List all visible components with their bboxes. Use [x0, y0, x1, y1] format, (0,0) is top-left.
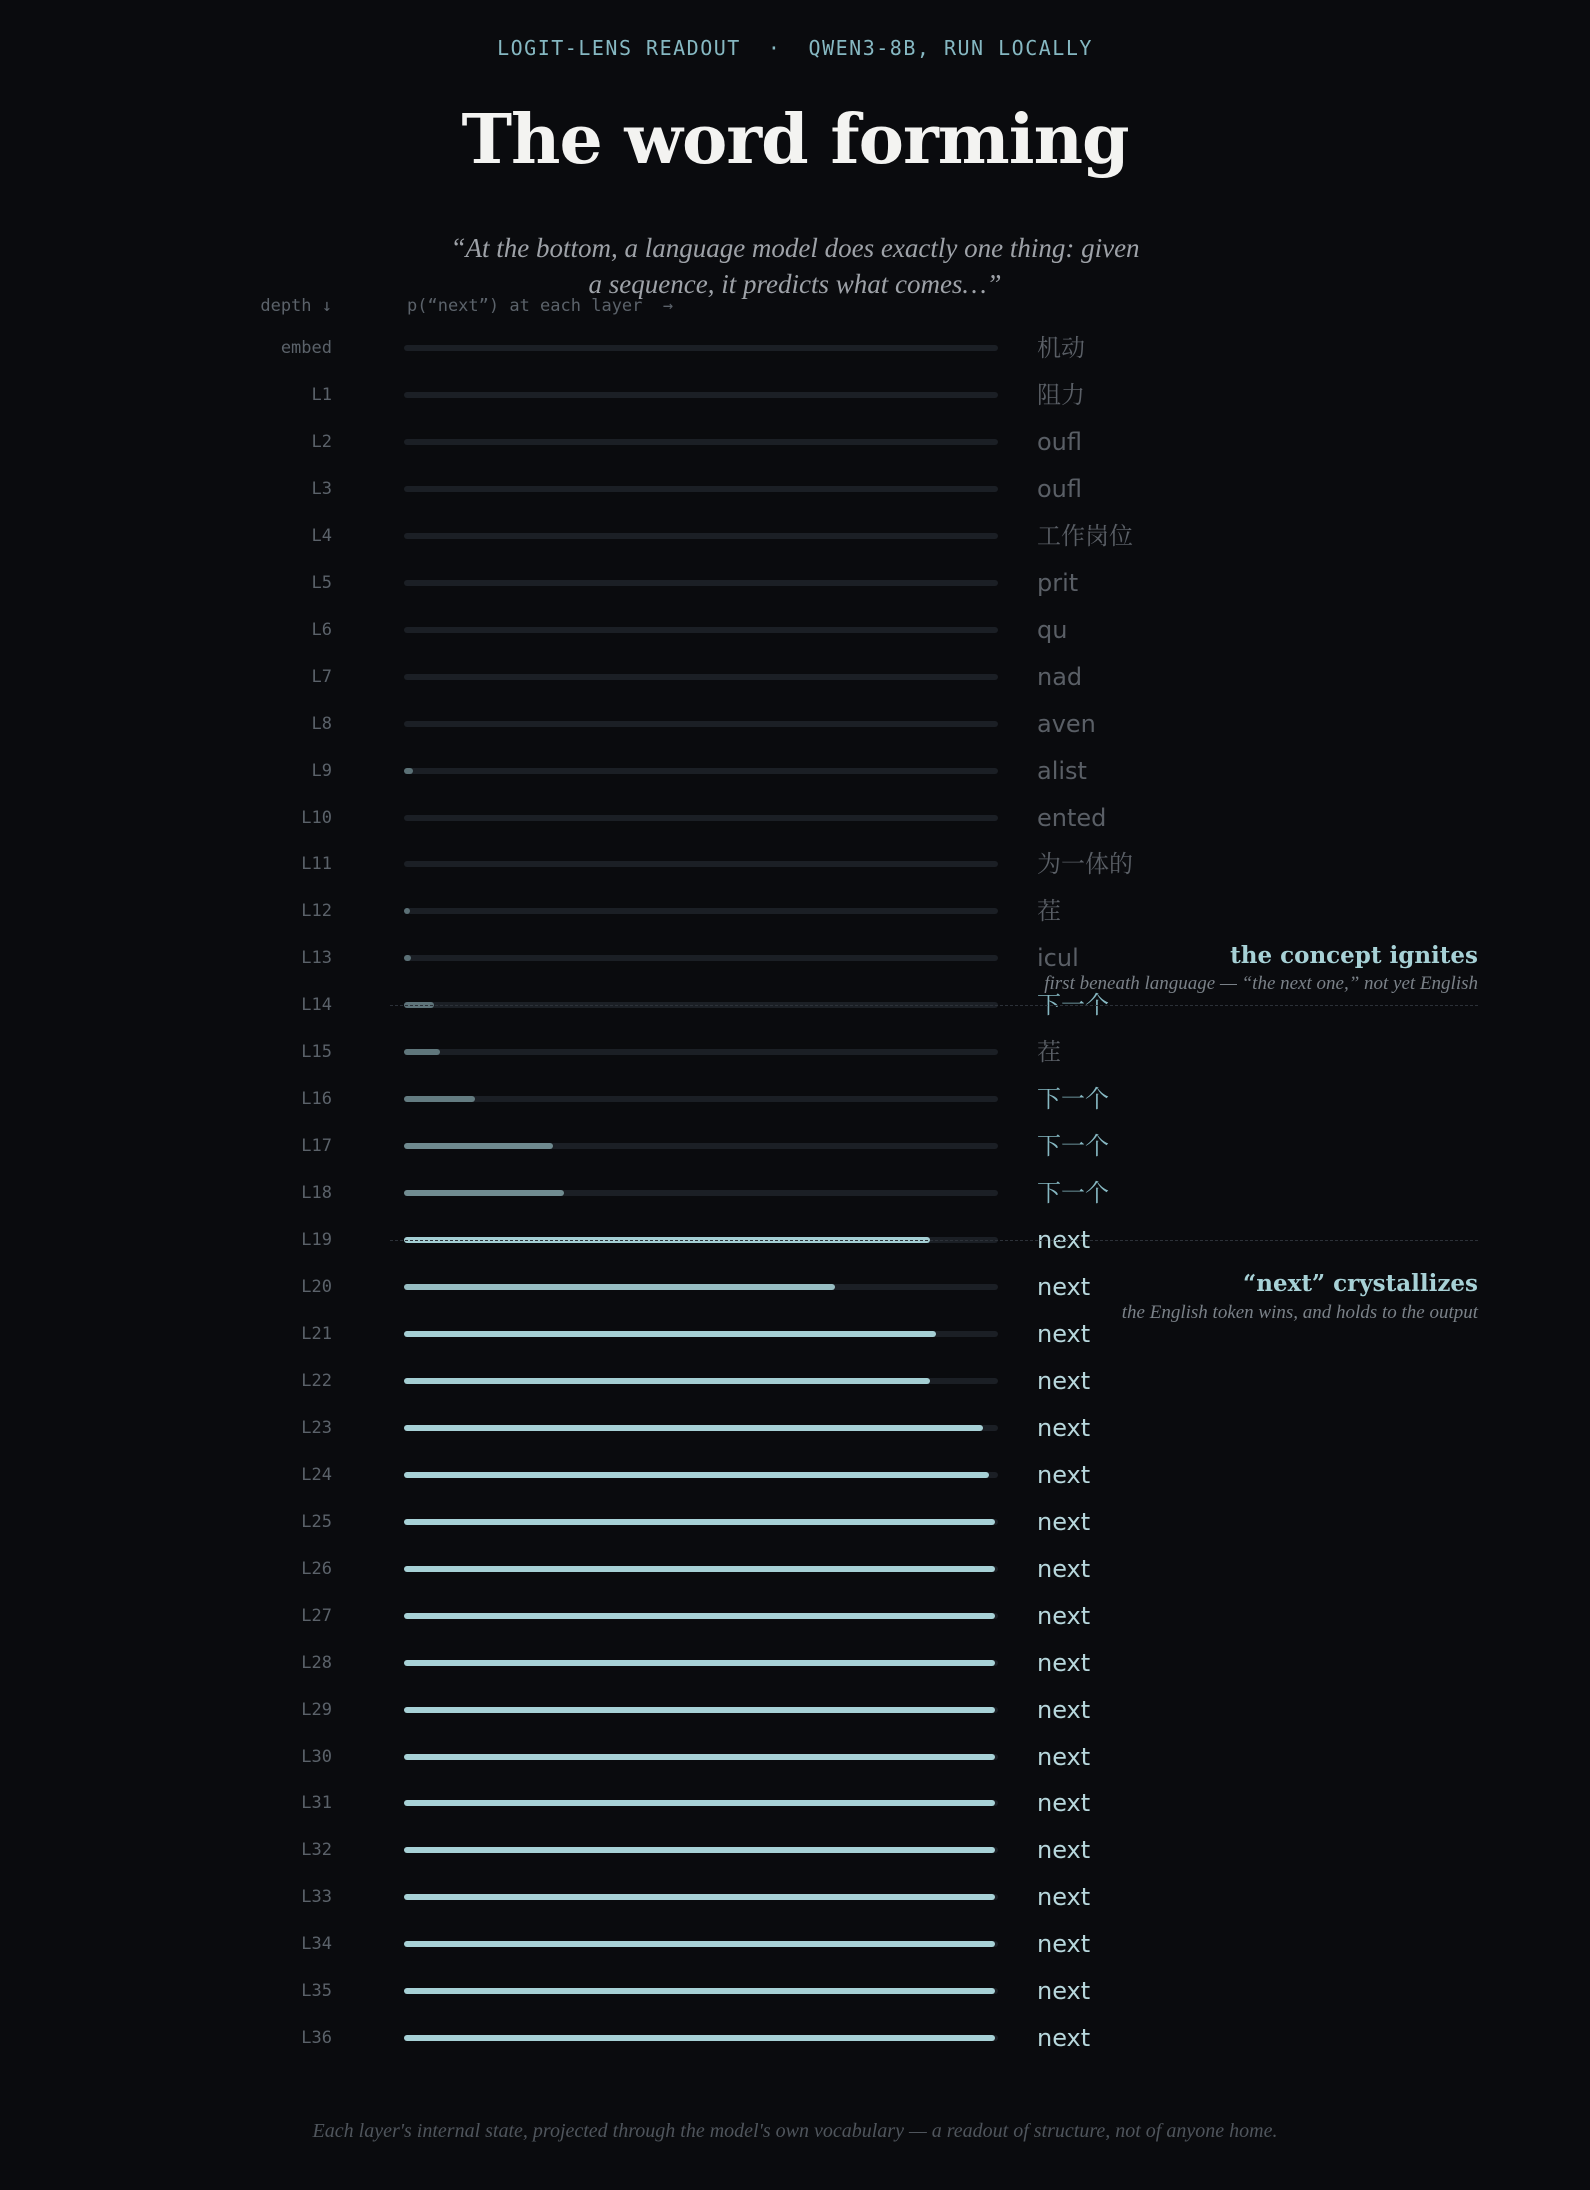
x-axis-label: p(“next”) at each layer →	[407, 296, 674, 316]
layer-label: L32	[301, 1840, 332, 1861]
top-token: next	[1037, 1695, 1091, 1724]
bar-track	[404, 1519, 998, 1525]
top-token: 下一个	[1037, 1179, 1109, 1208]
bar-track	[404, 1049, 998, 1055]
top-token: next	[1037, 1742, 1091, 1771]
bar-track	[404, 721, 998, 727]
bar-track	[404, 1096, 998, 1102]
bar-track	[404, 1941, 998, 1947]
layer-label: L21	[301, 1323, 332, 1344]
top-token: next	[1037, 1319, 1091, 1348]
layer-label: L31	[301, 1793, 332, 1814]
top-token: nad	[1037, 662, 1083, 691]
top-token: alist	[1037, 756, 1087, 785]
bar	[404, 1425, 983, 1431]
epigraph-quote: “At the bottom, a language model does exactly one thing: given a sequence, it predicts what comes…”	[450, 233, 1140, 299]
bar-track	[404, 392, 998, 398]
layer-label: L7	[311, 666, 332, 687]
top-token: 茬	[1037, 1038, 1061, 1067]
layer-label: L24	[301, 1464, 332, 1485]
layer-label: embed	[280, 338, 332, 358]
layer-label: L16	[301, 1089, 332, 1110]
top-token: next	[1037, 1789, 1091, 1818]
top-token: 下一个	[1037, 1132, 1109, 1161]
top-token: icul	[1037, 944, 1079, 973]
bar-track	[404, 768, 998, 774]
layer-label: L25	[301, 1511, 332, 1532]
kicker: LOGIT-LENS READOUT · QWEN3-8B, RUN LOCALLY	[497, 36, 1093, 60]
top-token: next	[1037, 1226, 1091, 1255]
layer-label: L23	[301, 1417, 332, 1438]
bar-track	[404, 2035, 998, 2041]
bar-track	[404, 1190, 998, 1196]
top-token: next	[1037, 1883, 1091, 1912]
bar	[404, 1049, 440, 1055]
bar	[404, 1800, 995, 1806]
layer-label: L28	[301, 1652, 332, 1673]
top-token: next	[1037, 1554, 1091, 1583]
y-axis-label: depth ↓	[260, 296, 332, 316]
top-token: 下一个	[1037, 1085, 1109, 1114]
layer-label: L26	[301, 1558, 332, 1579]
top-token: next	[1037, 1366, 1091, 1395]
top-token: next	[1037, 1273, 1091, 1301]
layer-label: L20	[301, 1277, 332, 1297]
top-token: prit	[1037, 568, 1079, 597]
top-token: next	[1037, 1507, 1091, 1536]
bar-track	[404, 1425, 998, 1431]
bar	[404, 768, 413, 774]
top-token: 阻力	[1037, 380, 1085, 409]
bar-track	[404, 908, 998, 914]
layer-label: L2	[311, 431, 332, 452]
threshold-line	[390, 1005, 1478, 1006]
top-token: next	[1037, 2024, 1091, 2053]
bar-track	[404, 1566, 998, 1572]
bar-track	[404, 1800, 998, 1806]
annotation-text: first beneath language — “the next one,” not yet English	[1044, 973, 1478, 995]
top-token: 工作岗位	[1037, 521, 1133, 550]
bar	[404, 1331, 936, 1337]
bar-track	[404, 1894, 998, 1900]
top-token: oufl	[1037, 427, 1083, 456]
layer-label: L11	[301, 854, 332, 875]
layer-label: L18	[301, 1183, 332, 1204]
bar	[404, 1519, 995, 1525]
top-token: aven	[1037, 709, 1096, 738]
top-token: ented	[1037, 803, 1107, 832]
bar	[404, 1472, 989, 1478]
layer-label: L29	[301, 1699, 332, 1720]
bar	[404, 955, 411, 961]
layer-label: L6	[311, 619, 332, 640]
bar-track	[404, 1378, 998, 1384]
layer-label: L33	[301, 1887, 332, 1908]
bar-track	[404, 1331, 998, 1337]
bar	[404, 1096, 475, 1102]
top-token: next	[1037, 1977, 1091, 2006]
layer-label: L35	[301, 1981, 332, 2002]
bar	[404, 1754, 995, 1760]
bar-track	[404, 533, 998, 539]
layer-label: L1	[311, 384, 332, 405]
layer-label: L34	[301, 1934, 332, 1955]
layer-label: L19	[301, 1230, 332, 1251]
top-token: next	[1037, 1930, 1091, 1959]
bar	[404, 1941, 995, 1947]
bar	[404, 1847, 995, 1853]
bar-track	[404, 486, 998, 492]
annotation-title: “next” crystallizes	[1243, 1270, 1478, 1298]
top-token: 为一体的	[1037, 850, 1133, 879]
top-token: next	[1037, 1601, 1091, 1630]
layer-label: L12	[301, 901, 332, 922]
annotation-text: the English token wins, and holds to the output	[1121, 1302, 1478, 1324]
bar	[404, 908, 410, 914]
bar	[404, 1143, 553, 1149]
bar-track	[404, 627, 998, 633]
layer-label: L17	[301, 1136, 332, 1157]
layer-label: L14	[301, 995, 332, 1016]
bar-track	[404, 345, 998, 351]
bar	[404, 1613, 995, 1619]
bar	[404, 1284, 835, 1290]
layer-label: L3	[311, 478, 332, 499]
page-title: The word forming	[461, 100, 1129, 180]
layer-label: L8	[311, 713, 332, 734]
bar-track	[404, 1284, 998, 1290]
top-token: next	[1037, 1460, 1091, 1489]
top-token: next	[1037, 1413, 1091, 1442]
top-token: 机动	[1037, 334, 1085, 362]
top-token: next	[1037, 1648, 1091, 1677]
top-token: qu	[1037, 615, 1068, 644]
bar	[404, 1566, 995, 1572]
bar	[404, 1707, 995, 1713]
bar-track	[404, 1707, 998, 1713]
layer-label: L22	[301, 1370, 332, 1391]
bar	[404, 1190, 564, 1196]
top-token: next	[1037, 1836, 1091, 1865]
bar	[404, 1378, 930, 1384]
layer-label: L15	[301, 1042, 332, 1063]
threshold-line	[390, 1240, 1478, 1241]
top-token: 茬	[1037, 897, 1061, 926]
footer-note: Each layer's internal state, projected through the model's own vocabulary — a readout of structure, not of anyone home.	[312, 2120, 1278, 2142]
bar-track	[404, 1143, 998, 1149]
layer-label: L36	[301, 2028, 332, 2049]
bar	[404, 1894, 995, 1900]
bar	[404, 1660, 995, 1666]
annotation-title: the concept ignites	[1230, 942, 1478, 970]
bar-track	[404, 580, 998, 586]
top-token: 下一个	[1037, 991, 1109, 1020]
layer-label: L4	[311, 525, 332, 546]
layer-label: L5	[311, 572, 332, 593]
bar-track	[404, 955, 998, 961]
bar-track	[404, 1754, 998, 1760]
bar-track	[404, 1847, 998, 1853]
layer-label: L13	[301, 948, 332, 969]
bar-track	[404, 674, 998, 680]
layer-label: L9	[311, 760, 332, 781]
layer-label: L27	[301, 1605, 332, 1626]
bar-track	[404, 815, 998, 821]
bar-track	[404, 1988, 998, 1994]
bar	[404, 2035, 995, 2041]
top-token: oufl	[1037, 474, 1083, 503]
layer-label: L30	[301, 1746, 332, 1767]
bar-track	[404, 439, 998, 445]
bar-track	[404, 861, 998, 867]
bar-track	[404, 1472, 998, 1478]
bar-track	[404, 1613, 998, 1619]
bar	[404, 1988, 995, 1994]
bar-track	[404, 1660, 998, 1666]
layer-label: L10	[301, 807, 332, 828]
